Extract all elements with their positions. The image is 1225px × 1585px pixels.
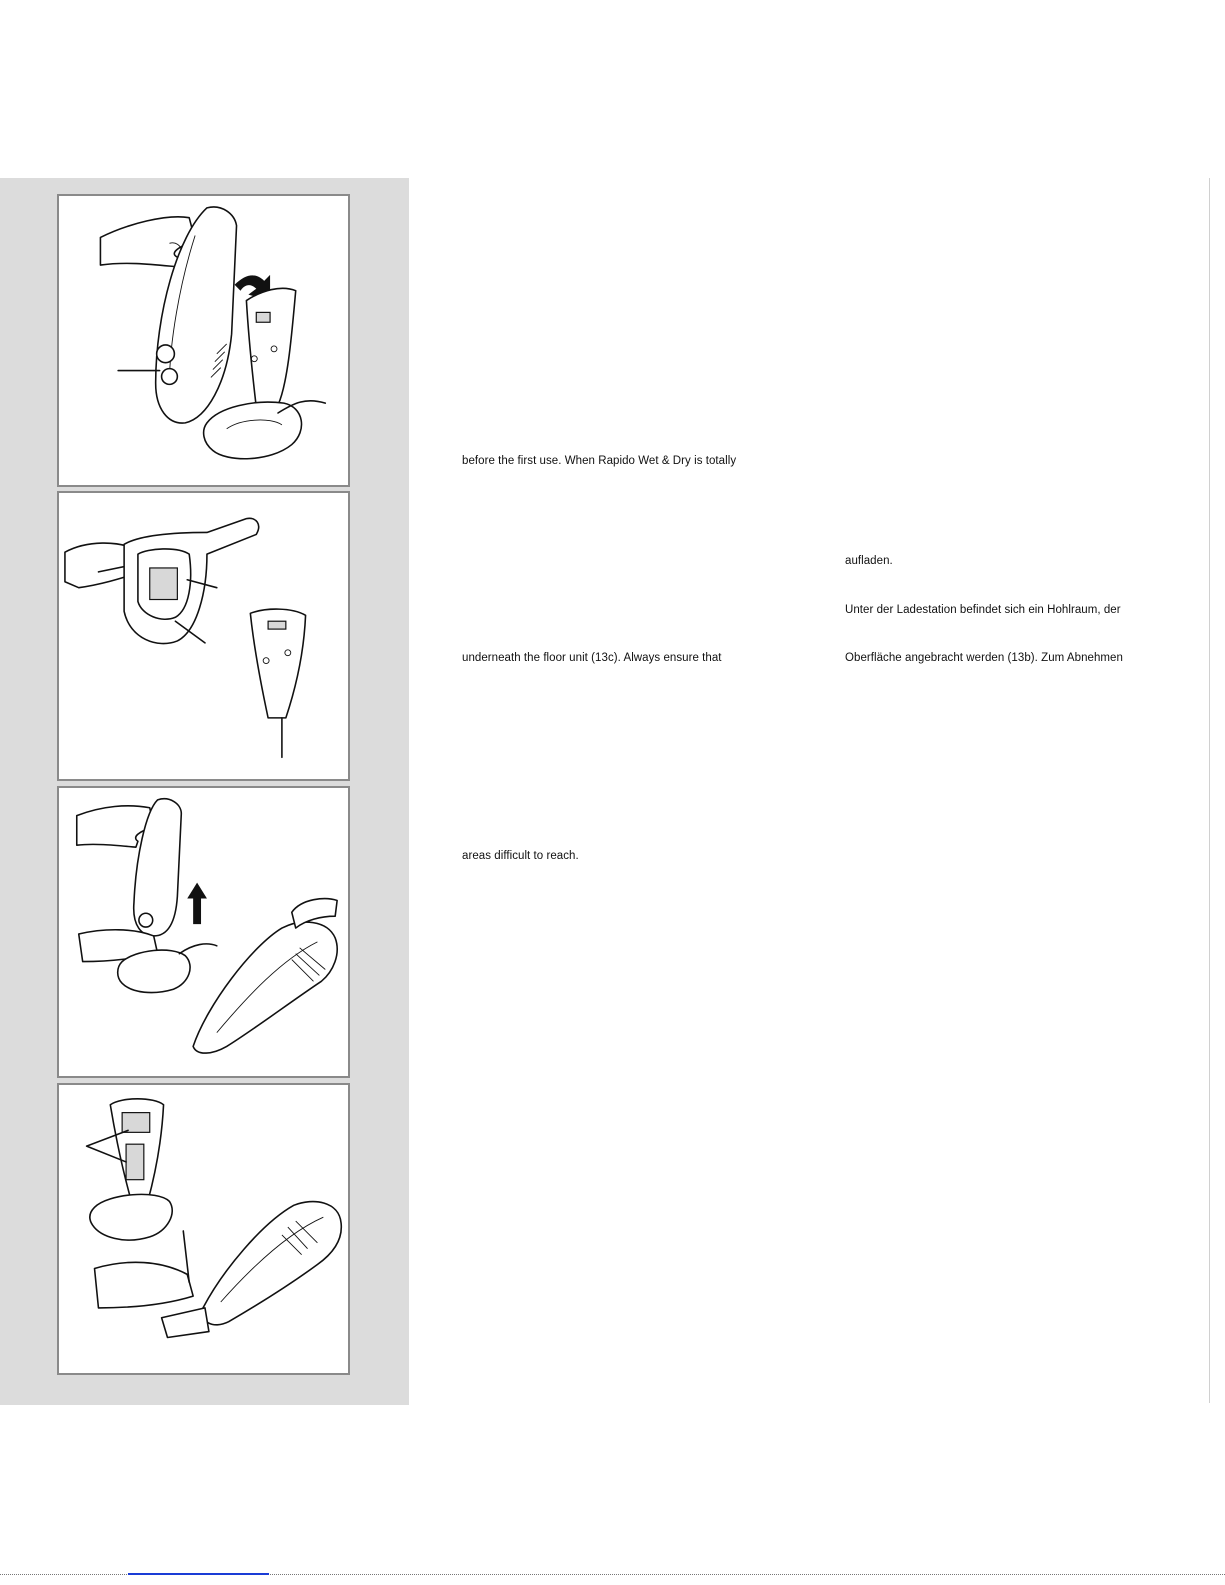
german-text-ladestation: Unter der Ladestation befindet sich ein Hohlraum, der [845, 604, 1121, 616]
nozzle-storage-drawing [59, 1085, 348, 1373]
illustration-nozzle-storage [57, 1083, 350, 1375]
footer-link-underline[interactable] [128, 1573, 269, 1575]
base-mounting-drawing [59, 493, 348, 779]
vacuum-lifting-drawing [59, 788, 348, 1076]
german-text-aufladen: aufladen. [845, 555, 893, 567]
english-text-floor-unit: underneath the floor unit (13c). Always ensure that [462, 652, 722, 664]
illustration-wall-mount-base [57, 491, 350, 781]
english-text-areas: areas difficult to reach. [462, 850, 579, 862]
illustration-dock-on-charger [57, 194, 350, 487]
english-text-first-use: before the first use. When Rapido Wet & Dry is totally [462, 455, 737, 467]
vacuum-docking-drawing [59, 196, 348, 485]
german-text-oberflaeche: Oberfläche angebracht werden (13b). Zum Abnehmen [845, 652, 1123, 664]
illustration-lift-from-base [57, 786, 350, 1078]
right-margin-rule [1209, 178, 1210, 1403]
